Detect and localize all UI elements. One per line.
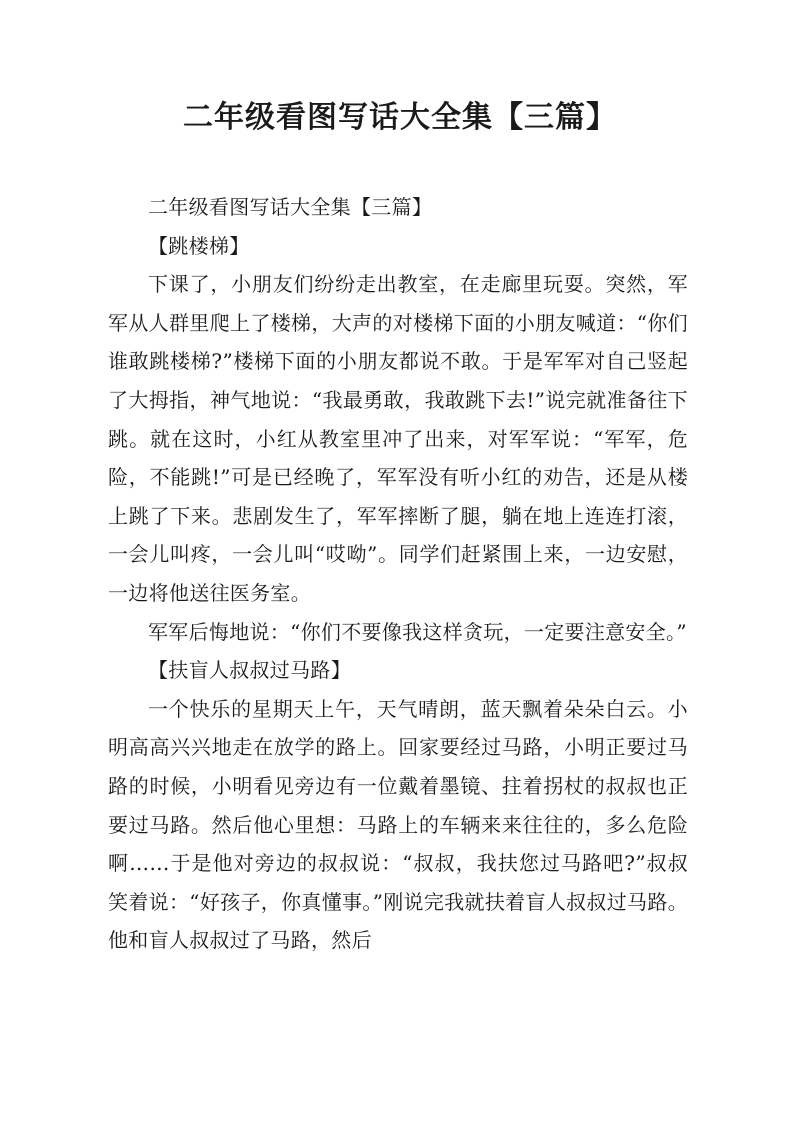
paragraph: 一个快乐的星期天上午，天气晴朗，蓝天飘着朵朵白云。小明高高兴兴地走在放学的路上。回家要经过马路，小明正要过马路的时候，小明看见旁边有一位戴着墨镜、拄着拐杖的叔叔也正要过马路。然后他心里想：马路上的车辆来来往往的，多么危险啊……于是他对旁边的叔叔说：“叔叔，我扶您过马路吧?”叔叔笑着说：“好孩子，你真懂事。”刚说完我就扶着盲人叔叔过马路。他和盲人叔叔过了马路，然后 (108, 696, 688, 953)
subtitle-line: 二年级看图写话大全集【三篇】 (148, 195, 433, 219)
paragraph: 下课了，小朋友们纷纷走出教室，在走廊里玩耍。突然，军军从人群里爬上了楼梯，大声的对楼梯下面的小朋友喊道：“你们谁敢跳楼梯?”楼梯下面的小朋友都说不敢。于是军军对自己竖起了大拇指，神气地说：“我最勇敢，我敢跳下去!”说完就准备往下跳。就在这时，小红从教室里冲了出来，对军军说：“军军，危险，不能跳!”可是已经晚了，军军没有听小红的劝告，还是从楼上跳了下来。悲剧发生了，军军摔断了腿，躺在地上连连打滚，一会儿叫疼，一会儿叫“哎呦”。同学们赶紧围上来，一边安慰，一边将他送往医务室。 (108, 272, 688, 605)
document-title: 二年级看图写话大全集【三篇】 (183, 100, 617, 135)
paragraph: 军军后悔地说：“你们不要像我这样贪玩，一定要注意安全。” (148, 619, 687, 644)
section-heading-help-blind-uncle: 【扶盲人叔叔过马路】 (148, 658, 351, 683)
section-heading-jump-stairs: 【跳楼梯】 (148, 233, 250, 258)
document-body (108, 188, 688, 960)
